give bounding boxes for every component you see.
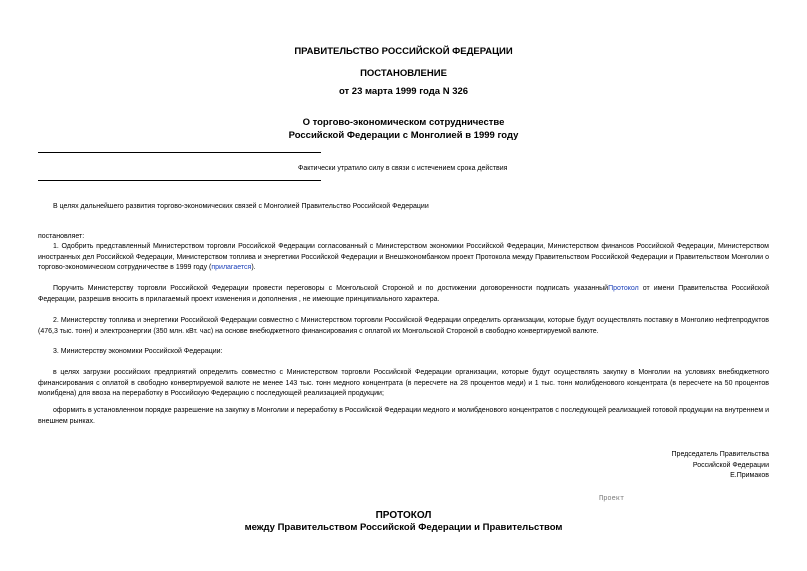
paragraph-1-text: 1. Одобрить представленный Министерством торговли Российской Федерации согласованный с Министерством экономики Российской Федерации, Министерством финансов Российской Федерации, Министерством иностранных дел Российской Федерации, Министерством топлива и энергетики Российской Федерации и Внешэкономбанком проект Протокола между Правительством Российской Федерации и Правительством Монголии о торгово-экономическом сотрудничестве в 1999 году ( <box>38 243 769 272</box>
subject-line-1: О торгово-экономическом сотрудничестве <box>302 117 505 128</box>
date-number: от 23 марта 1999 года N 326 <box>338 86 469 97</box>
signature-block <box>672 450 769 482</box>
resolves-label: постановляет: <box>38 233 85 240</box>
protocol-subtitle: между Правительством Российской Федерации и Правительством <box>244 522 563 533</box>
paragraph-3: 3. Министерству экономики Российской Федерации: <box>53 348 223 355</box>
draft-mark: Проект <box>599 495 625 503</box>
signature-line-2: Российской Федерации <box>692 461 769 469</box>
paragraph-2: 2. Министерству топлива и энергетики Российской Федерации совместно с Министерством торговли Российской Федерации определить организации, которые будут осуществлять поставку в Монголию нефтепродуктов (476,3 тыс. тонн) и электроэнергии (350 млн. кВт. час) на основе внебюджетного финансирования с оплатой их Монгольской Стороной в свободно конвертируемой валюте. <box>38 317 769 335</box>
paragraph-1 <box>38 242 769 274</box>
subject-line-2: Российской Федерации с Монголией в 1999 году <box>288 130 519 141</box>
signature-line-1: Председатель Правительства <box>671 451 769 458</box>
divider-bottom <box>38 180 321 181</box>
signature-name: Е.Примаков <box>730 472 769 479</box>
protocol-link[interactable]: Протокол <box>608 285 639 292</box>
status-note: Фактически утратило силу в связи с истечением срока действия <box>298 165 508 172</box>
instruction-end: от имени Правительства Российской Федерации, разрешив вносить в прилагаемый проект изменения и дополнения , не имеющие принципиального характера. <box>38 285 769 303</box>
protocol-title: ПРОТОКОЛ <box>375 510 432 521</box>
intro-paragraph: В целях дальнейшего развития торгово-экономических связей с Монголией Правительство Российской Федерации <box>53 203 429 210</box>
instruction-text: Поручить Министерству торговли Российской Федерации провести переговоры с Монгольской Стороной и по достижении договоренности подписать указанный <box>53 285 609 292</box>
government-heading: ПРАВИТЕЛЬСТВО РОССИЙСКОЙ ФЕДЕРАЦИИ <box>294 46 513 57</box>
paragraph-3b: оформить в установленном порядке разрешение на закупку в Монголии и переработку в Российской Федерации медного и молибденового концентратов с последующей реализацией готовой продукции на внутреннем и внешнем рынках. <box>38 407 769 425</box>
document-type: ПОСТАНОВЛЕНИЕ <box>360 68 447 79</box>
divider-top <box>38 152 321 153</box>
annex-link[interactable]: прилагается <box>211 264 252 272</box>
paragraph-3a: в целях загрузки российских предприятий определить совместно с Министерством торговли Российской Федерации организации, которые будут осуществлять закупку в Монголии на условиях внебюджетного финансирования с оплатой в свободно конвертируемой валюте не менее 143 тыс. тонн медного концентрата (в пересчете на 28 процентов меди) и 1 тыс. тонн молибденового концентрата (в пересчете на 50 процентов молибдена) для ввоза на переработку в Российскую Федерацию с последующей реализацией продукции; <box>38 369 769 398</box>
instruction-paragraph <box>38 284 769 305</box>
paragraph-1-end: ). <box>251 264 256 272</box>
document-subject <box>0 116 807 142</box>
